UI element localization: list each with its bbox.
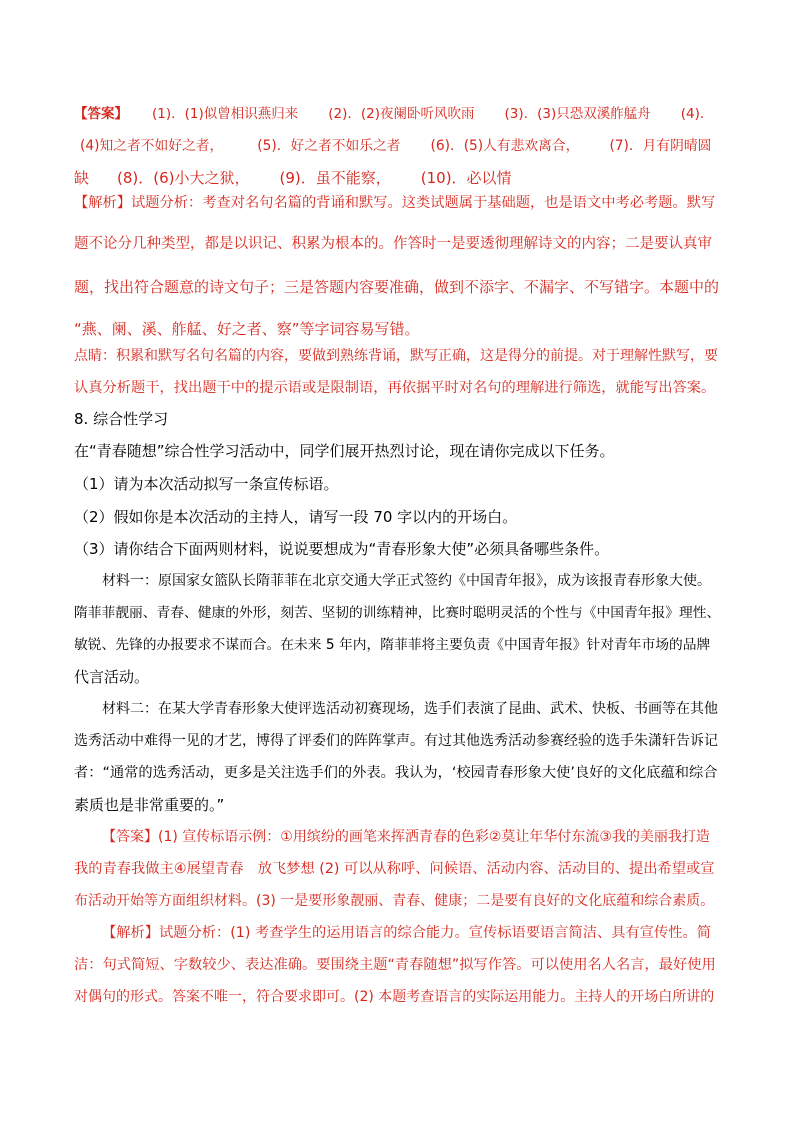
material1-line: 代言活动。 xyxy=(74,668,150,686)
block1-analysis-line: 题，找出符合题意的诗文句子；三是答题内容要准确，做到不添字、不漏字、不写错字。本题中的 xyxy=(74,278,720,296)
material2-line: 素质也是非常重要的。” xyxy=(74,796,225,814)
q8-answer-line: 【答案】(1) 宣传标语示例：①用缤纷的画笔来挥洒青春的色彩②莫让年华付东流③我的美丽我打造 xyxy=(102,829,710,845)
material2-line: 选秀活动中难得一见的才艺，博得了评委们的阵阵掌声。有过其他选秀活动参赛经验的选手朱潇轩告诉记 xyxy=(74,733,718,749)
q8-answer-line: 布活动开始等方面组织材料。(3) 一是要形象靓丽、青春、健康；二是要有良好的文化底蕴和综合素质。 xyxy=(74,893,715,909)
answer-item: (10)．必以情 xyxy=(420,169,512,187)
block1-answer-line2 xyxy=(80,136,711,156)
material2-line: 者：“通常的选秀活动，更多是关注选手们的外表。我认为，‘校园青春形象大使’良好的文化底蕴和综合 xyxy=(74,765,718,781)
answer-tag: 【答案】 xyxy=(74,106,128,122)
block1-tip-line: 认真分析题干，找出题干中的提示语或是限制语，再依据平时对名句的理解进行筛选，就能写出答案。 xyxy=(74,380,716,396)
q8-analysis-line: 洁：句式简短、字数较少、表达准确。要围绕主题“青春随想”拟写作答。可以使用名人名言，最好使用 xyxy=(74,957,716,973)
question-task: （1）请为本次活动拟写一条宣传标语。 xyxy=(74,475,339,493)
answer-item: (3)．(3)只恐双溪舴艋舟 xyxy=(504,106,651,122)
block1-analysis-line: “燕、阑、溪、舴艋、好之者、察”等字词容易写错。 xyxy=(74,320,420,338)
answer-item: 缺 xyxy=(74,169,90,187)
question-title: 8. 综合性学习 xyxy=(74,410,169,428)
answer-item: (8)．(6)小大之狱， xyxy=(117,169,250,187)
block1-answer-line1 xyxy=(74,104,713,124)
material1-line: 隋菲菲靓丽、青春、健康的外形，刻苦、坚韧的训练精神，比赛时聪明灵活的个性与《中国青年报》理性、 xyxy=(74,605,721,621)
material1-line: 材料一：原国家女篮队长隋菲菲在北京交通大学正式签约《中国青年报》，成为该报青春形象大使。 xyxy=(102,573,711,589)
answer-item: (1)．(1)似曾相识燕归来 xyxy=(152,106,299,122)
material2-line: 材料二：在某大学青春形象大使评选活动初赛现场，选手们表演了昆曲、武术、快板、书画等在其他 xyxy=(102,701,718,717)
block1-tip-line: 点睛：积累和默写名句名篇的内容，要做到熟练背诵，默写正确，这是得分的前提。对于理解性默写，要 xyxy=(74,348,718,364)
answer-item: (9)．虽不能察， xyxy=(279,169,391,187)
block1-analysis-line: 题不论分几种类型，都是以识记、积累为根本的。作答时一是要透彻理解诗文的内容；二是要认真审 xyxy=(74,236,712,252)
q8-analysis-line: 【解析】试题分析：(1) 考查学生的运用语言的综合能力。宣传标语要语言简洁、具有宣传性。简 xyxy=(102,925,711,941)
answer-item: (7)．月有阴晴圆 xyxy=(609,138,712,154)
answer-item: (5)．好之者不如乐之者 xyxy=(257,138,401,154)
answer-item: (4)知之者不如好之者， xyxy=(80,138,224,154)
q8-answer-line: 我的青春我做主④展望青春 放飞梦想 (2) 可以从称呼、问候语、活动内容、活动目的、提出希望或宣 xyxy=(74,861,715,877)
block1-answer-line3 xyxy=(74,168,512,188)
q8-analysis-line: 对偶句的形式。答案不唯一，符合要求即可。(2) 本题考查语言的实际运用能力。主持人的开场白所讲的 xyxy=(74,989,715,1005)
material1-line: 敏锐、先锋的办报要求不谋而合。在未来 5 年内，隋菲菲将主要负责《中国青年报》针对青年市场的品牌 xyxy=(74,637,711,653)
answer-item: (6)．(5)人有悲欢离合， xyxy=(430,138,580,154)
question-task: （3）请你结合下面两则材料，说说要想成为“青春形象大使”必须具备哪些条件。 xyxy=(74,540,610,558)
block1-analysis-line: 【解析】试题分析：考查对名句名篇的背诵和默写。这类试题属于基础题，也是语文中考必考题。默写 xyxy=(74,195,716,211)
answer-item: (4)． xyxy=(680,106,714,122)
question-intro: 在“青春随想”综合性学习活动中，同学们展开热烈讨论，现在请你完成以下任务。 xyxy=(74,442,615,460)
answer-item: (2)．(2)夜阑卧听风吹雨 xyxy=(328,106,475,122)
question-task: （2）假如你是本次活动的主持人，请写一段 70 字以内的开场白。 xyxy=(74,508,518,526)
